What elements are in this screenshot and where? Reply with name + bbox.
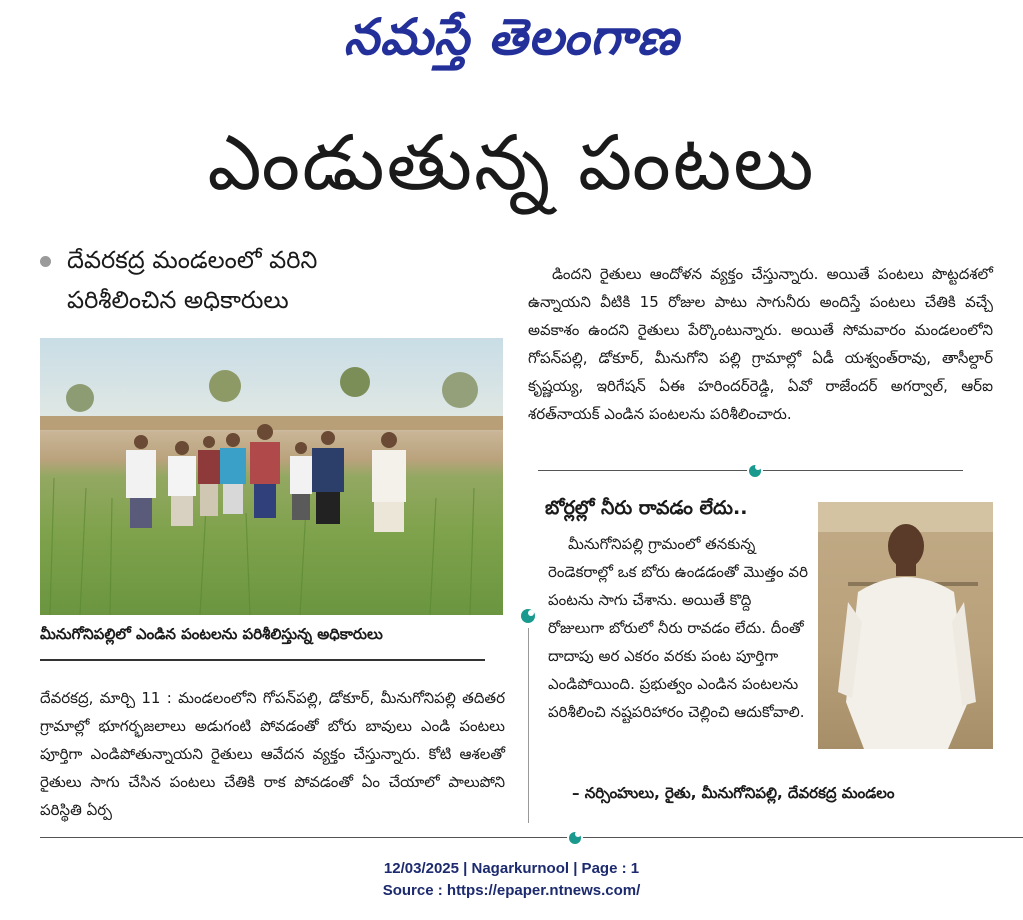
footer-date-edition: 12/03/2025 | Nagarkurnool | Page : 1 — [383, 860, 640, 877]
field-illustration — [40, 338, 503, 615]
article-subheadline — [40, 240, 510, 320]
page-footer — [0, 858, 1023, 902]
article-body-left: దేవరకద్ర, మార్చి 11 : మండలంలోని గోపన్‌పల్లి, డోకూర్, మీనుగోనిపల్లి తదితర గ్రామాల్లో భూగర్భజలాలు అడుగంటి పోవడంతో బోరు బావులు ఎండి పంటలు పూర్తిగా ఎండిపోతున్నాయని రైతులు ఆవేదన వ్యక్తం చేస్తున్నారు. కోటి ఆశలతో రైతులు సాగు చేసిన పంటలు చేతికి రాక పోవడంతో ఏం చేయాలో పాలుపోని పరిస్థితి ఏర్ప — [40, 689, 505, 819]
subhead-line-2: పరిశీలించిన అధికారులు — [67, 286, 289, 314]
caption-rule — [40, 659, 485, 661]
officials-field-photo — [40, 338, 503, 615]
column-rule — [528, 628, 529, 823]
ornament-icon — [519, 607, 537, 625]
ornament-icon — [566, 828, 584, 846]
quote-body: మీనుగోనిపల్లి గ్రామంలో తనకున్న రెండెకరాల్లో ఒక బోరు ఉండడంతో మొత్తం వరి పంటను సాగు చేశాను. అయితే కొద్ది రోజులుగా బోరులో నీరు రావడం లేదు. దీంతో దాదాపు అర ఎకరం వరకు పంట పూర్తిగా ఎండిపోయింది. ప్రభుత్వం ఎండిన పంటలను పరిశీలించి నష్టపరిహారం చెల్లించి ఆదుకోవాలి. — [548, 535, 808, 721]
ornament-icon — [746, 461, 764, 479]
bullet-icon — [40, 256, 51, 267]
farmer-illustration — [818, 502, 993, 749]
footer-source: Source : https://epaper.ntnews.com/ — [382, 882, 641, 899]
quote-signature: – నర్సింహులు, రైతు, మీనుగోనిపల్లి, దేవరకద్ర మండలం — [572, 784, 895, 802]
quote-title: బోర్లల్లో నీరు రావడం లేదు.. — [545, 497, 748, 519]
officials-group — [126, 424, 406, 532]
bottom-rule — [40, 837, 1023, 838]
newspaper-masthead: నమస్తే తెలంగాణ — [343, 8, 680, 66]
article-headline: ఎండుతున్న పంటలు — [207, 118, 816, 207]
subhead-line-1: దేవరకద్ర మండలంలో వరిని — [40, 240, 510, 280]
farmer-portrait-photo — [818, 502, 993, 749]
article-body-right: డిందని రైతులు ఆందోళన వ్యక్తం చేస్తున్నారు. అయితే పంటలు పొట్టదశలో ఉన్నాయని వీటికి 15 రోజుల పాటు సాగునీరు అందిస్తే పంటలు చేతికి వచ్చే అవకాశం ఉందని రైతులు పేర్కొంటున్నారు. అయితే సోమవారం మండలంలోని గోపన్‌పల్లి, డోకూర్, మీనుగోని పల్లి గ్రామాల్లో ఏడీ యశ్వంత్‌రావు, తాసీల్దార్ కృష్ణయ్య, ఇరిగేషన్ ఏఈ హరిందర్‌రెడ్డి, ఏవో రాజేందర్ అగర్వాల్, ఆర్ఐ శరత్‌నాయక్ ఎండిన పంటలను పరిశీలించారు. — [528, 265, 993, 423]
photo-caption: మీనుగోనిపల్లిలో ఎండిన పంటలను పరిశీలిస్తున్న అధికారులు — [40, 625, 383, 643]
